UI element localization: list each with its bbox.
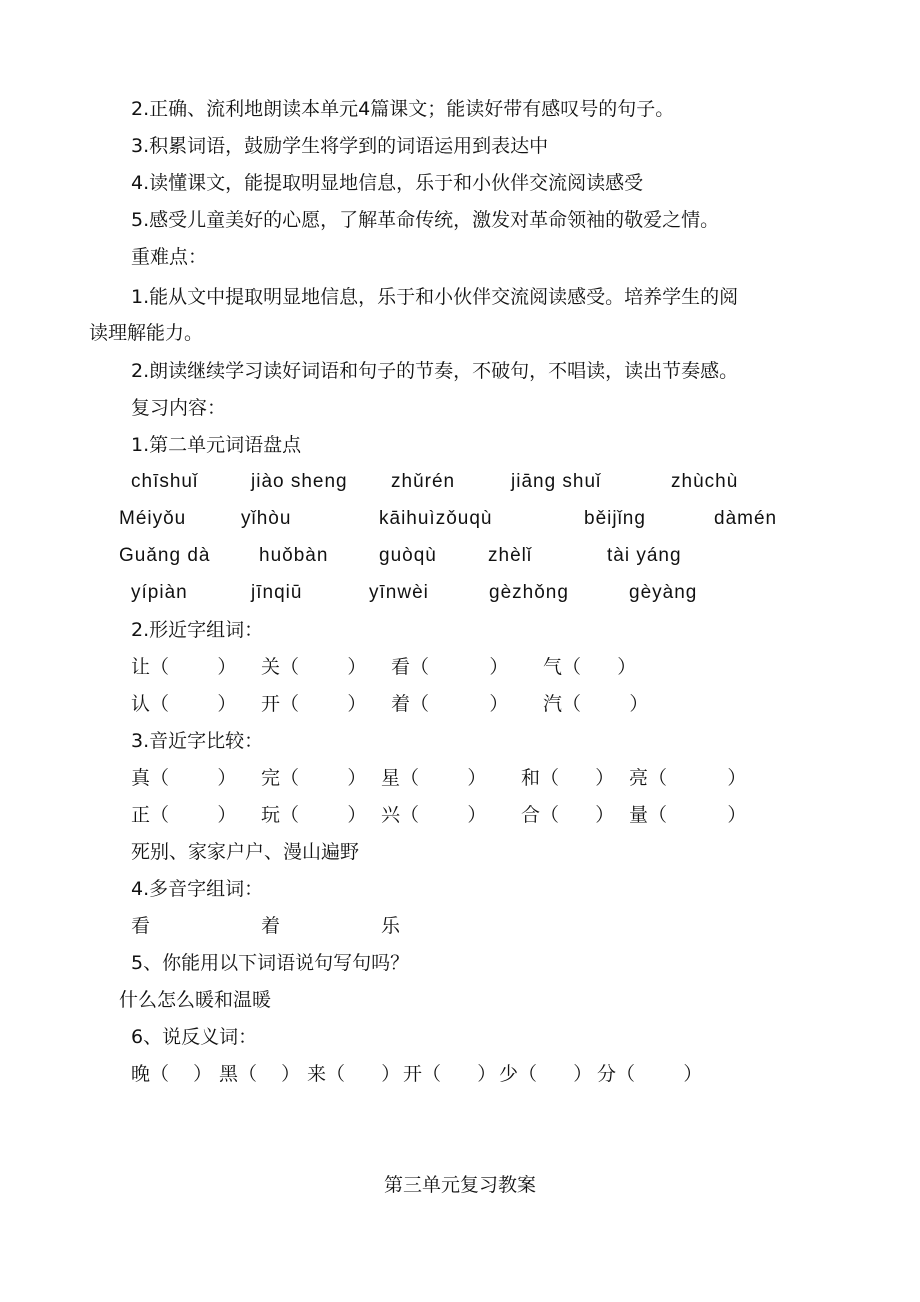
pinyin-word: zhùchù [671, 471, 739, 492]
fill-item: 正（ ） [131, 804, 237, 826]
polyphone-char: 看 [131, 915, 151, 937]
antonym-item: 黑（ ） [219, 1063, 301, 1085]
pinyin-word: kāihuìzǒuqù [379, 508, 493, 529]
antonym-item: 分（ ） [597, 1063, 703, 1085]
fill-item: 玩（ ） [261, 804, 367, 826]
section-4-title: 4.多音字组词： [131, 878, 264, 900]
pinyin-word: gèzhǒng [489, 582, 569, 603]
polyphone-char: 着 [261, 915, 281, 937]
objective-4: 4.读懂课文，能提取明显地信息，乐于和小伙伴交流阅读感受 [131, 172, 644, 194]
key-points-heading: 重难点： [131, 246, 208, 268]
objective-2: 2.正确、流利地朗读本单元4篇课文；能读好带有感叹号的句子。 [131, 98, 675, 120]
pinyin-word: yípiàn [131, 582, 188, 603]
fill-item: 认（ ） [131, 693, 237, 715]
fill-item: 兴（ ） [381, 804, 487, 826]
fill-item: 量（ ） [629, 804, 747, 826]
pinyin-word: tài yáng [607, 545, 682, 566]
pinyin-word: dàmén [714, 508, 778, 529]
section-3-title: 3.音近字比较： [131, 730, 264, 752]
pinyin-word: jīnqiū [251, 582, 303, 603]
section-5-title: 5、你能用以下词语说句写句吗？ [131, 952, 410, 974]
fill-item: 真（ ） [131, 767, 237, 789]
antonym-item: 少（ ） [499, 1063, 593, 1085]
section-3-extra-words: 死别、家家户户、漫山遍野 [131, 841, 360, 863]
pinyin-word: Méiyǒu [119, 508, 187, 529]
section-6-title: 6、说反义词： [131, 1026, 258, 1048]
antonym-item: 来（ ） [307, 1063, 401, 1085]
objective-5: 5.感受儿童美好的心愿，了解革命传统，激发对革命领袖的敬爱之情。 [131, 209, 720, 231]
antonym-item: 开（ ） [403, 1063, 497, 1085]
next-section-title: 第三单元复习教案 [383, 1174, 536, 1196]
pinyin-word: guòqù [379, 545, 437, 566]
polyphone-char: 乐 [381, 915, 401, 937]
review-heading: 复习内容： [131, 397, 227, 419]
pinyin-word: Guǎng dà [119, 545, 211, 566]
key-point-1-line-1: 1.能从文中提取明显地信息，乐于和小伙伴交流阅读感受。培养学生的阅 [131, 286, 739, 308]
objective-3: 3.积累词语，鼓励学生将学到的词语运用到表达中 [131, 135, 549, 157]
pinyin-word: gèyàng [629, 582, 698, 603]
pinyin-word: chīshuǐ [131, 471, 199, 492]
fill-item: 开（ ） [261, 693, 367, 715]
antonym-item: 晚（ ） [131, 1063, 213, 1085]
pinyin-word: zhǔrén [391, 471, 456, 492]
pinyin-word: yīnwèi [369, 582, 429, 603]
pinyin-word: huǒbàn [259, 545, 329, 566]
fill-item: 和（ ） [521, 767, 615, 789]
pinyin-word: jiāng shuǐ [511, 471, 602, 492]
pinyin-word: jiào sheng [251, 471, 348, 492]
key-point-1-line-2: 读理解能力。 [89, 322, 204, 344]
fill-item: 星（ ） [381, 767, 487, 789]
fill-item: 合（ ） [521, 804, 615, 826]
pinyin-word: běijǐng [584, 508, 646, 529]
key-point-2: 2.朗读继续学习读好词语和句子的节奏，不破句，不唱读，读出节奏感。 [131, 360, 739, 382]
section-2-title: 2.形近字组词： [131, 619, 264, 641]
fill-item: 让（ ） [131, 656, 237, 678]
fill-item: 完（ ） [261, 767, 367, 789]
section-5-words: 什么怎么暖和温暖 [119, 989, 272, 1011]
fill-item: 气（ ） [543, 656, 637, 678]
fill-item: 关（ ） [261, 656, 367, 678]
fill-item: 汽（ ） [543, 693, 649, 715]
section-1-title: 1.第二单元词语盘点 [131, 434, 302, 456]
fill-item: 着（ ） [391, 693, 509, 715]
pinyin-word: zhèlǐ [488, 545, 533, 566]
fill-item: 亮（ ） [629, 767, 747, 789]
fill-item: 看（ ） [391, 656, 509, 678]
pinyin-word: yǐhòu [241, 508, 292, 529]
